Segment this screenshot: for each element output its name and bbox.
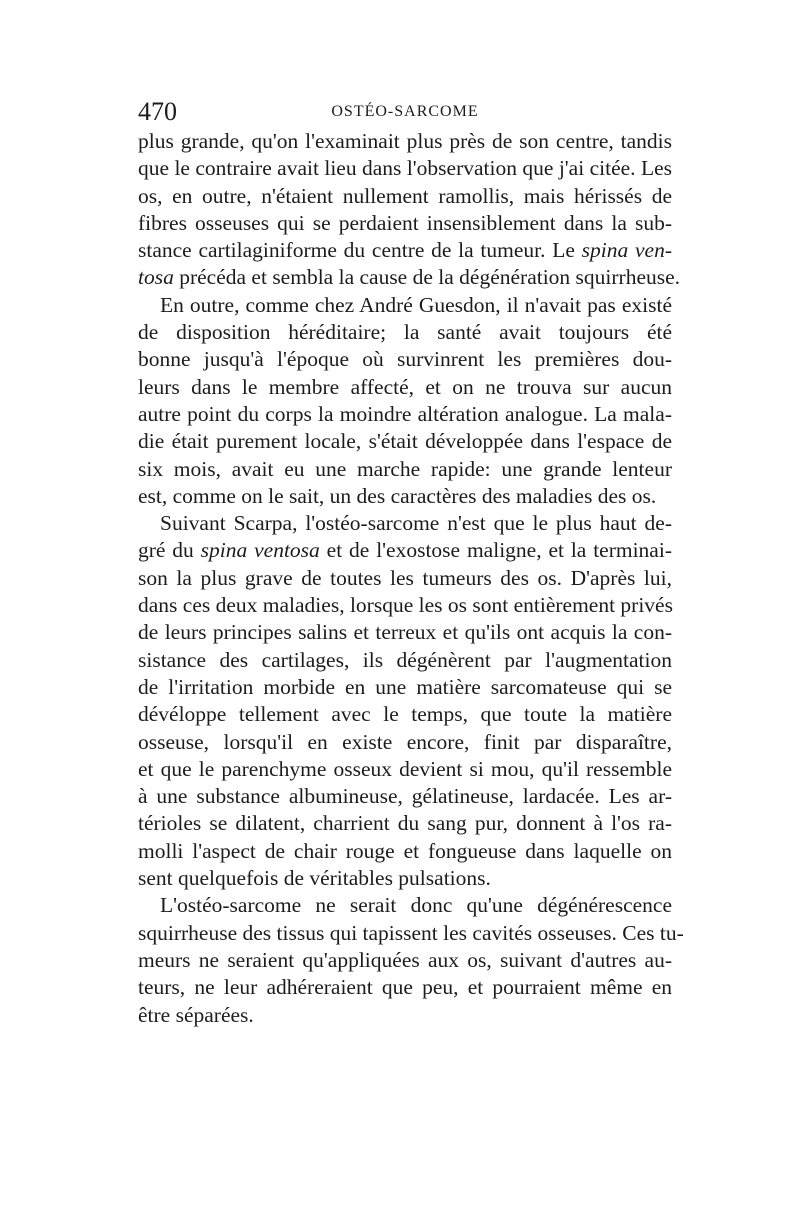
text-line: sistance des cartilages, ils dégénèrent par l'augmentation xyxy=(138,647,672,672)
text-segment: stance cartilaginiforme du centre de la tumeur. Le xyxy=(138,238,575,263)
italic-term: spina ventosa xyxy=(200,538,320,563)
running-head: OSTÉO-SARCOME xyxy=(331,103,479,120)
text-line: de disposition héréditaire; la santé avait toujours été xyxy=(138,320,672,345)
text-line: que le contraire avait lieu dans l'observation que j'ai citée. Les xyxy=(138,156,672,181)
text-line: leurs dans le membre affecté, et on ne trouva sur aucun xyxy=(138,374,672,399)
text-segment: gré du xyxy=(138,538,194,563)
text-line: meurs ne seraient qu'appliquées aux os, suivant d'autres au- xyxy=(138,947,672,972)
text-line: dans ces deux maladies, lorsque les os sont entièrement privés xyxy=(138,593,673,618)
page-header xyxy=(138,97,672,127)
text-line: dévéloppe tellement avec le temps, que toute la matière xyxy=(138,702,672,727)
text-line: molli l'aspect de chair rouge et fongueuse dans laquelle on xyxy=(138,838,672,863)
text-line: autre point du corps la moindre altération analogue. La mala- xyxy=(138,401,672,426)
text-line: squirrheuse des tissus qui tapissent les cavités osseuses. Ces tu- xyxy=(138,920,684,945)
text-segment: précéda et sembla la cause de la dégénération squirrheuse. xyxy=(179,265,681,290)
text-line: fibres osseuses qui se perdaient insensiblement dans la sub- xyxy=(138,210,672,235)
text-line xyxy=(138,237,672,264)
text-line: son la plus grave de toutes les tumeurs des os. D'après lui, xyxy=(138,565,672,590)
text-line: plus grande, qu'on l'examinait plus près de son centre, tandis xyxy=(138,129,672,153)
text-line: L'ostéo-sarcome ne serait donc qu'une dégénérescence xyxy=(160,893,672,918)
text-line: sent quelquefois de véritables pulsations. xyxy=(138,866,491,891)
italic-term: spina ven- xyxy=(581,238,672,263)
text-line: osseuse, lorsqu'il en existe encore, finit par disparaître, xyxy=(138,729,672,754)
body-text xyxy=(138,128,684,1029)
text-line: die était purement locale, s'était développée dans l'espace de xyxy=(138,429,672,454)
text-line: et que le parenchyme osseux devient si mou, qu'il ressemble xyxy=(138,756,672,781)
text-line: être séparées. xyxy=(138,1002,254,1027)
text-line xyxy=(138,537,672,564)
page-number: 470 xyxy=(138,97,177,126)
text-line: os, en outre, n'étaient nullement ramollis, mais hérissés de xyxy=(138,183,672,208)
text-line: de l'irritation morbide en une matière sarcomateuse qui se xyxy=(138,674,672,699)
italic-term: tosa xyxy=(138,265,174,290)
text-line xyxy=(138,264,681,291)
text-line: six mois, avait eu une marche rapide: une grande lenteur xyxy=(138,456,672,481)
text-line: Suivant Scarpa, l'ostéo-sarcome n'est que le plus haut de- xyxy=(160,511,672,536)
text-line: bonne jusqu'à l'époque où survinrent les premières dou- xyxy=(138,347,672,372)
text-line: à une substance albumineuse, gélatineuse, lardacée. Les ar- xyxy=(138,784,672,809)
text-line: teurs, ne leur adhéreraient que peu, et pourraient même en xyxy=(138,975,672,1000)
text-line: térioles se dilatent, charrient du sang pur, donnent à l'os ra- xyxy=(138,811,672,836)
text-line: En outre, comme chez André Guesdon, il n'avait pas existé xyxy=(160,292,672,317)
text-segment: et de l'exostose maligne, et la terminai- xyxy=(326,538,672,563)
text-line: de leurs principes salins et terreux et qu'ils ont acquis la con- xyxy=(138,620,672,645)
text-line: est, comme on le sait, un des caractères des maladies des os. xyxy=(138,483,657,508)
